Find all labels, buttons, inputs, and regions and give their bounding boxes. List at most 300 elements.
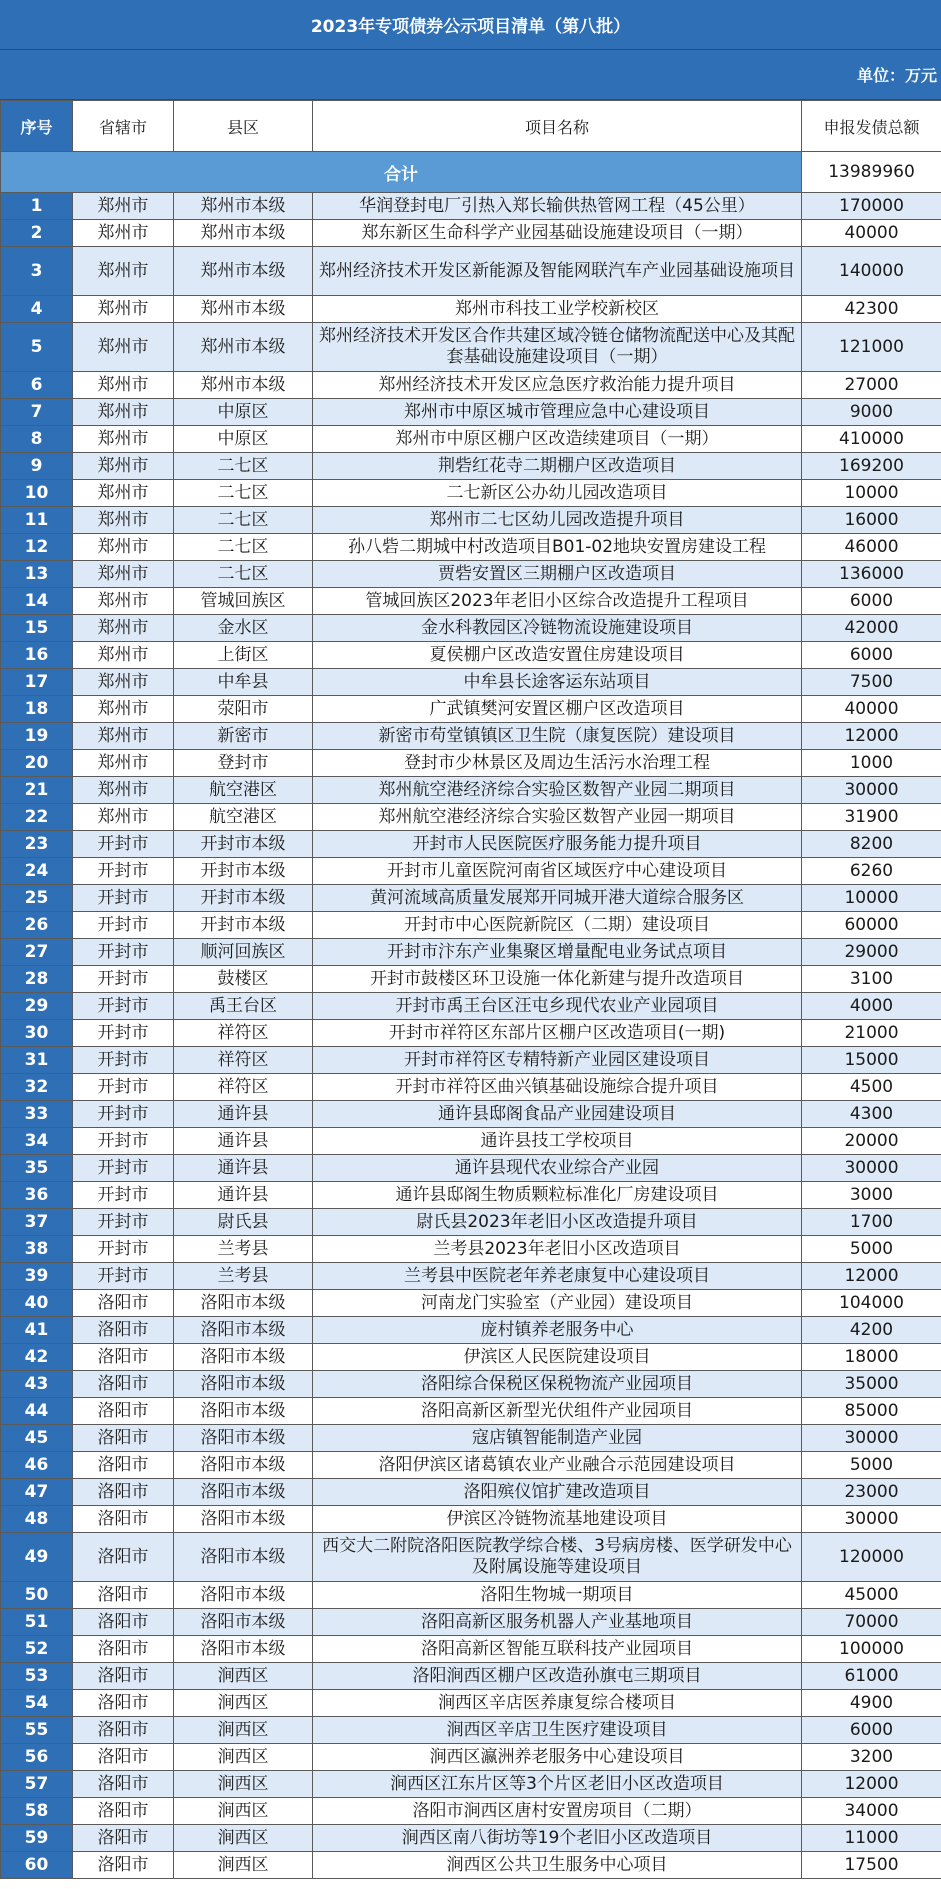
row-city: 开封市: [73, 1209, 174, 1236]
row-project-name: 郑州市二七区幼儿园改造提升项目: [313, 507, 802, 534]
row-number: 44: [1, 1398, 73, 1425]
table-row: [1, 1101, 941, 1128]
unit-label: 单位：万元: [0, 50, 941, 100]
row-project-name: 开封市中心医院新院区（二期）建设项目: [313, 912, 802, 939]
row-project-name: 二七新区公办幼儿园改造项目: [313, 480, 802, 507]
row-district: 涧西区: [174, 1717, 313, 1744]
table-row: [1, 1717, 941, 1744]
table-row: [1, 1771, 941, 1798]
table-row: [1, 588, 941, 615]
row-project-name: 涧西区公共卫生服务中心项目: [313, 1852, 802, 1879]
table-row: [1, 1236, 941, 1263]
header-amount: 申报发债总额: [802, 101, 941, 152]
row-project-name: 洛阳市涧西区唐村安置房项目（二期）: [313, 1798, 802, 1825]
row-city: 洛阳市: [73, 1533, 174, 1582]
row-project-name: 通许县技工学校项目: [313, 1128, 802, 1155]
row-number: 16: [1, 642, 73, 669]
table-row: [1, 1371, 941, 1398]
row-district: 涧西区: [174, 1798, 313, 1825]
table-row: [1, 1852, 941, 1879]
row-district: 禹王台区: [174, 993, 313, 1020]
row-amount: 140000: [802, 247, 941, 296]
row-project-name: 开封市儿童医院河南省区域医疗中心建设项目: [313, 858, 802, 885]
row-project-name: 郑州市中原区棚户区改造续建项目（一期）: [313, 426, 802, 453]
table-row: [1, 723, 941, 750]
row-city: 洛阳市: [73, 1690, 174, 1717]
row-district: 登封市: [174, 750, 313, 777]
row-district: 涧西区: [174, 1825, 313, 1852]
row-amount: 3000: [802, 1182, 941, 1209]
row-amount: 6000: [802, 642, 941, 669]
row-amount: 42300: [802, 296, 941, 323]
row-district: 洛阳市本级: [174, 1425, 313, 1452]
row-city: 郑州市: [73, 480, 174, 507]
row-project-name: 贾砦安置区三期棚户区改造项目: [313, 561, 802, 588]
row-number: 57: [1, 1771, 73, 1798]
row-amount: 4500: [802, 1074, 941, 1101]
row-city: 开封市: [73, 1182, 174, 1209]
row-project-name: 西交大二附院洛阳医院教学综合楼、3号病房楼、医学研发中心及附属设施等建设项目: [313, 1533, 802, 1582]
row-district: 尉氏县: [174, 1209, 313, 1236]
row-project-name: 开封市人民医院医疗服务能力提升项目: [313, 831, 802, 858]
row-number: 24: [1, 858, 73, 885]
row-district: 开封市本级: [174, 858, 313, 885]
row-amount: 31900: [802, 804, 941, 831]
row-city: 洛阳市: [73, 1798, 174, 1825]
table-row: [1, 561, 941, 588]
row-number: 25: [1, 885, 73, 912]
row-amount: 27000: [802, 372, 941, 399]
row-amount: 100000: [802, 1636, 941, 1663]
row-number: 39: [1, 1263, 73, 1290]
row-project-name: 新密市苟堂镇镇区卫生院（康复医院）建设项目: [313, 723, 802, 750]
row-project-name: 登封市少林景区及周边生活污水治理工程: [313, 750, 802, 777]
row-number: 41: [1, 1317, 73, 1344]
row-amount: 35000: [802, 1371, 941, 1398]
row-district: 郑州市本级: [174, 247, 313, 296]
row-amount: 70000: [802, 1609, 941, 1636]
row-district: 兰考县: [174, 1263, 313, 1290]
row-number: 13: [1, 561, 73, 588]
row-number: 33: [1, 1101, 73, 1128]
row-district: 新密市: [174, 723, 313, 750]
row-city: 开封市: [73, 1020, 174, 1047]
row-project-name: 涧西区江东片区等3个片区老旧小区改造项目: [313, 1771, 802, 1798]
row-number: 38: [1, 1236, 73, 1263]
row-project-name: 洛阳伊滨区诸葛镇农业产业融合示范园建设项目: [313, 1452, 802, 1479]
row-district: 通许县: [174, 1128, 313, 1155]
row-city: 洛阳市: [73, 1636, 174, 1663]
row-amount: 45000: [802, 1582, 941, 1609]
table-row: [1, 1582, 941, 1609]
row-district: 洛阳市本级: [174, 1636, 313, 1663]
table-row: [1, 426, 941, 453]
table-row: [1, 1155, 941, 1182]
row-district: 洛阳市本级: [174, 1371, 313, 1398]
row-number: 45: [1, 1425, 73, 1452]
row-number: 9: [1, 453, 73, 480]
row-project-name: 庞村镇养老服务中心: [313, 1317, 802, 1344]
row-number: 42: [1, 1344, 73, 1371]
row-amount: 6260: [802, 858, 941, 885]
row-amount: 4300: [802, 1101, 941, 1128]
row-city: 洛阳市: [73, 1717, 174, 1744]
row-number: 17: [1, 669, 73, 696]
row-number: 60: [1, 1852, 73, 1879]
row-amount: 136000: [802, 561, 941, 588]
row-amount: 34000: [802, 1798, 941, 1825]
row-number: 3: [1, 247, 73, 296]
row-number: 2: [1, 220, 73, 247]
table-row: [1, 1128, 941, 1155]
row-district: 郑州市本级: [174, 296, 313, 323]
row-number: 15: [1, 615, 73, 642]
row-district: 祥符区: [174, 1020, 313, 1047]
row-number: 48: [1, 1506, 73, 1533]
row-project-name: 开封市祥符区曲兴镇基础设施综合提升项目: [313, 1074, 802, 1101]
row-project-name: 涧西区辛店卫生医疗建设项目: [313, 1717, 802, 1744]
table-row: [1, 1798, 941, 1825]
row-district: 二七区: [174, 507, 313, 534]
row-district: 郑州市本级: [174, 372, 313, 399]
total-row: [1, 152, 941, 193]
row-amount: 5000: [802, 1452, 941, 1479]
row-amount: 12000: [802, 1771, 941, 1798]
row-city: 开封市: [73, 858, 174, 885]
row-amount: 61000: [802, 1663, 941, 1690]
row-project-name: 通许县现代农业综合产业园: [313, 1155, 802, 1182]
table-row: [1, 296, 941, 323]
row-city: 开封市: [73, 831, 174, 858]
table-row: [1, 247, 941, 296]
row-amount: 3200: [802, 1744, 941, 1771]
table-row: [1, 858, 941, 885]
row-number: 27: [1, 939, 73, 966]
row-number: 21: [1, 777, 73, 804]
table-row: [1, 399, 941, 426]
row-city: 开封市: [73, 912, 174, 939]
row-amount: 6000: [802, 1717, 941, 1744]
row-district: 航空港区: [174, 777, 313, 804]
row-district: 航空港区: [174, 804, 313, 831]
row-amount: 170000: [802, 193, 941, 220]
row-number: 30: [1, 1020, 73, 1047]
row-city: 洛阳市: [73, 1398, 174, 1425]
row-number: 23: [1, 831, 73, 858]
row-number: 49: [1, 1533, 73, 1582]
row-district: 郑州市本级: [174, 323, 313, 372]
row-city: 郑州市: [73, 669, 174, 696]
row-number: 29: [1, 993, 73, 1020]
row-district: 开封市本级: [174, 912, 313, 939]
row-project-name: 郑州航空港经济综合实验区数智产业园二期项目: [313, 777, 802, 804]
row-district: 鼓楼区: [174, 966, 313, 993]
table-row: [1, 1020, 941, 1047]
row-amount: 85000: [802, 1398, 941, 1425]
row-project-name: 涧西区瀛洲养老服务中心建设项目: [313, 1744, 802, 1771]
row-city: 洛阳市: [73, 1744, 174, 1771]
row-amount: 17500: [802, 1852, 941, 1879]
row-city: 洛阳市: [73, 1506, 174, 1533]
row-amount: 5000: [802, 1236, 941, 1263]
row-project-name: 郑州经济技术开发区合作共建区域冷链仓储物流配送中心及其配套基础设施建设项目（一期）: [313, 323, 802, 372]
row-district: 二七区: [174, 534, 313, 561]
row-city: 郑州市: [73, 804, 174, 831]
row-amount: 20000: [802, 1128, 941, 1155]
row-number: 58: [1, 1798, 73, 1825]
row-amount: 4900: [802, 1690, 941, 1717]
row-project-name: 通许县邸阁食品产业园建设项目: [313, 1101, 802, 1128]
row-project-name: 洛阳殡仪馆扩建改造项目: [313, 1479, 802, 1506]
total-label: 合计: [1, 152, 802, 193]
row-city: 郑州市: [73, 534, 174, 561]
table-row: [1, 1690, 941, 1717]
row-project-name: 洛阳涧西区棚户区改造孙旗屯三期项目: [313, 1663, 802, 1690]
row-amount: 10000: [802, 480, 941, 507]
row-number: 46: [1, 1452, 73, 1479]
row-project-name: 郑州经济技术开发区应急医疗救治能力提升项目: [313, 372, 802, 399]
row-number: 43: [1, 1371, 73, 1398]
table-row: [1, 1636, 941, 1663]
row-district: 洛阳市本级: [174, 1317, 313, 1344]
row-number: 53: [1, 1663, 73, 1690]
row-project-name: 寇店镇智能制造产业园: [313, 1425, 802, 1452]
row-project-name: 涧西区南八街坊等19个老旧小区改造项目: [313, 1825, 802, 1852]
table-row: [1, 966, 941, 993]
row-project-name: 开封市鼓楼区环卫设施一体化新建与提升改造项目: [313, 966, 802, 993]
table-row: [1, 507, 941, 534]
row-district: 郑州市本级: [174, 220, 313, 247]
row-project-name: 荆砦红花寺二期棚户区改造项目: [313, 453, 802, 480]
row-number: 55: [1, 1717, 73, 1744]
row-city: 郑州市: [73, 453, 174, 480]
row-city: 洛阳市: [73, 1852, 174, 1879]
row-city: 洛阳市: [73, 1771, 174, 1798]
row-district: 顺河回族区: [174, 939, 313, 966]
row-number: 34: [1, 1128, 73, 1155]
row-city: 郑州市: [73, 723, 174, 750]
row-amount: 121000: [802, 323, 941, 372]
row-project-name: 郑州航空港经济综合实验区数智产业园一期项目: [313, 804, 802, 831]
table-row: [1, 1047, 941, 1074]
row-amount: 30000: [802, 777, 941, 804]
row-project-name: 管城回族区2023年老旧小区综合改造提升工程项目: [313, 588, 802, 615]
table-row: [1, 323, 941, 372]
row-city: 洛阳市: [73, 1663, 174, 1690]
table-row: [1, 777, 941, 804]
row-district: 通许县: [174, 1182, 313, 1209]
row-city: 开封市: [73, 885, 174, 912]
row-city: 郑州市: [73, 615, 174, 642]
row-number: 4: [1, 296, 73, 323]
row-district: 洛阳市本级: [174, 1533, 313, 1582]
row-project-name: 兰考县中医院老年养老康复中心建设项目: [313, 1263, 802, 1290]
row-amount: 1700: [802, 1209, 941, 1236]
row-amount: 6000: [802, 588, 941, 615]
row-amount: 4000: [802, 993, 941, 1020]
row-project-name: 广武镇樊河安置区棚户区改造项目: [313, 696, 802, 723]
row-number: 20: [1, 750, 73, 777]
row-city: 开封市: [73, 1047, 174, 1074]
row-district: 二七区: [174, 480, 313, 507]
row-project-name: 洛阳高新区服务机器人产业基地项目: [313, 1609, 802, 1636]
row-district: 涧西区: [174, 1744, 313, 1771]
row-district: 中原区: [174, 426, 313, 453]
table-row: [1, 1609, 941, 1636]
row-amount: 9000: [802, 399, 941, 426]
row-project-name: 伊滨区人民医院建设项目: [313, 1344, 802, 1371]
table-row: [1, 1479, 941, 1506]
row-project-name: 开封市汴东产业集聚区增量配电业务试点项目: [313, 939, 802, 966]
row-project-name: 涧西区辛店医养康复综合楼项目: [313, 1690, 802, 1717]
row-district: 涧西区: [174, 1663, 313, 1690]
row-city: 郑州市: [73, 296, 174, 323]
row-project-name: 兰考县2023年老旧小区改造项目: [313, 1236, 802, 1263]
row-district: 涧西区: [174, 1690, 313, 1717]
row-number: 51: [1, 1609, 73, 1636]
row-city: 洛阳市: [73, 1452, 174, 1479]
row-project-name: 华润登封电厂引热入郑长输供热管网工程（45公里）: [313, 193, 802, 220]
row-district: 通许县: [174, 1155, 313, 1182]
row-district: 二七区: [174, 453, 313, 480]
row-amount: 30000: [802, 1155, 941, 1182]
row-city: 洛阳市: [73, 1371, 174, 1398]
row-amount: 104000: [802, 1290, 941, 1317]
row-amount: 40000: [802, 696, 941, 723]
row-number: 12: [1, 534, 73, 561]
row-city: 郑州市: [73, 220, 174, 247]
row-amount: 30000: [802, 1425, 941, 1452]
header-district: 县区: [174, 101, 313, 152]
table-row: [1, 220, 941, 247]
row-city: 开封市: [73, 1263, 174, 1290]
row-district: 洛阳市本级: [174, 1609, 313, 1636]
row-city: 开封市: [73, 993, 174, 1020]
row-city: 开封市: [73, 1101, 174, 1128]
row-project-name: 开封市祥符区专精特新产业园区建设项目: [313, 1047, 802, 1074]
row-district: 上街区: [174, 642, 313, 669]
row-city: 洛阳市: [73, 1317, 174, 1344]
row-number: 10: [1, 480, 73, 507]
total-value: 13989960: [802, 152, 941, 193]
row-amount: 46000: [802, 534, 941, 561]
row-district: 洛阳市本级: [174, 1290, 313, 1317]
row-city: 开封市: [73, 1155, 174, 1182]
table-row: [1, 453, 941, 480]
row-amount: 42000: [802, 615, 941, 642]
row-city: 郑州市: [73, 561, 174, 588]
row-project-name: 郑东新区生命科学产业园基础设施建设项目（一期）: [313, 220, 802, 247]
row-number: 35: [1, 1155, 73, 1182]
table-row: [1, 939, 941, 966]
row-city: 洛阳市: [73, 1425, 174, 1452]
row-district: 荥阳市: [174, 696, 313, 723]
table-row: [1, 993, 941, 1020]
row-amount: 23000: [802, 1479, 941, 1506]
row-city: 洛阳市: [73, 1582, 174, 1609]
row-number: 59: [1, 1825, 73, 1852]
table-row: [1, 1425, 941, 1452]
row-number: 36: [1, 1182, 73, 1209]
row-number: 6: [1, 372, 73, 399]
row-city: 郑州市: [73, 642, 174, 669]
row-amount: 3100: [802, 966, 941, 993]
row-district: 涧西区: [174, 1852, 313, 1879]
row-district: 二七区: [174, 561, 313, 588]
table-row: [1, 193, 941, 220]
table-row: [1, 696, 941, 723]
row-project-name: 洛阳高新区智能互联科技产业园项目: [313, 1636, 802, 1663]
row-number: 37: [1, 1209, 73, 1236]
row-number: 1: [1, 193, 73, 220]
row-district: 金水区: [174, 615, 313, 642]
row-number: 54: [1, 1690, 73, 1717]
row-district: 兰考县: [174, 1236, 313, 1263]
table-row: [1, 1744, 941, 1771]
row-district: 洛阳市本级: [174, 1479, 313, 1506]
row-project-name: 尉氏县2023年老旧小区改造提升项目: [313, 1209, 802, 1236]
table-row: [1, 1533, 941, 1582]
row-district: 中牟县: [174, 669, 313, 696]
row-amount: 18000: [802, 1344, 941, 1371]
row-amount: 8200: [802, 831, 941, 858]
row-city: 郑州市: [73, 696, 174, 723]
row-district: 管城回族区: [174, 588, 313, 615]
row-number: 11: [1, 507, 73, 534]
row-city: 郑州市: [73, 588, 174, 615]
row-district: 洛阳市本级: [174, 1398, 313, 1425]
sheet-title: 2023年专项债券公示项目清单（第八批）: [0, 0, 941, 50]
row-city: 洛阳市: [73, 1609, 174, 1636]
table-row: [1, 1263, 941, 1290]
row-project-name: 通许县邸阁生物质颗粒标准化厂房建设项目: [313, 1182, 802, 1209]
table-row: [1, 1344, 941, 1371]
row-amount: 15000: [802, 1047, 941, 1074]
table-row: [1, 804, 941, 831]
row-amount: 12000: [802, 1263, 941, 1290]
table-row: [1, 1398, 941, 1425]
table-row: [1, 480, 941, 507]
table-row: [1, 669, 941, 696]
row-amount: 16000: [802, 507, 941, 534]
row-district: 洛阳市本级: [174, 1582, 313, 1609]
row-amount: 29000: [802, 939, 941, 966]
row-number: 40: [1, 1290, 73, 1317]
row-project-name: 开封市禹王台区汪屯乡现代农业产业园项目: [313, 993, 802, 1020]
row-number: 47: [1, 1479, 73, 1506]
row-city: 洛阳市: [73, 1290, 174, 1317]
row-district: 祥符区: [174, 1074, 313, 1101]
row-number: 5: [1, 323, 73, 372]
row-city: 开封市: [73, 939, 174, 966]
row-amount: 11000: [802, 1825, 941, 1852]
header-city: 省辖市: [73, 101, 174, 152]
row-amount: 169200: [802, 453, 941, 480]
row-project-name: 夏侯棚户区改造安置住房建设项目: [313, 642, 802, 669]
row-district: 涧西区: [174, 1771, 313, 1798]
row-project-name: 洛阳生物城一期项目: [313, 1582, 802, 1609]
table-row: [1, 534, 941, 561]
table-row: [1, 1209, 941, 1236]
table-row: [1, 1074, 941, 1101]
row-number: 14: [1, 588, 73, 615]
table-row: [1, 615, 941, 642]
row-number: 22: [1, 804, 73, 831]
row-amount: 12000: [802, 723, 941, 750]
table-row: [1, 831, 941, 858]
table-row: [1, 642, 941, 669]
row-city: 开封市: [73, 1128, 174, 1155]
